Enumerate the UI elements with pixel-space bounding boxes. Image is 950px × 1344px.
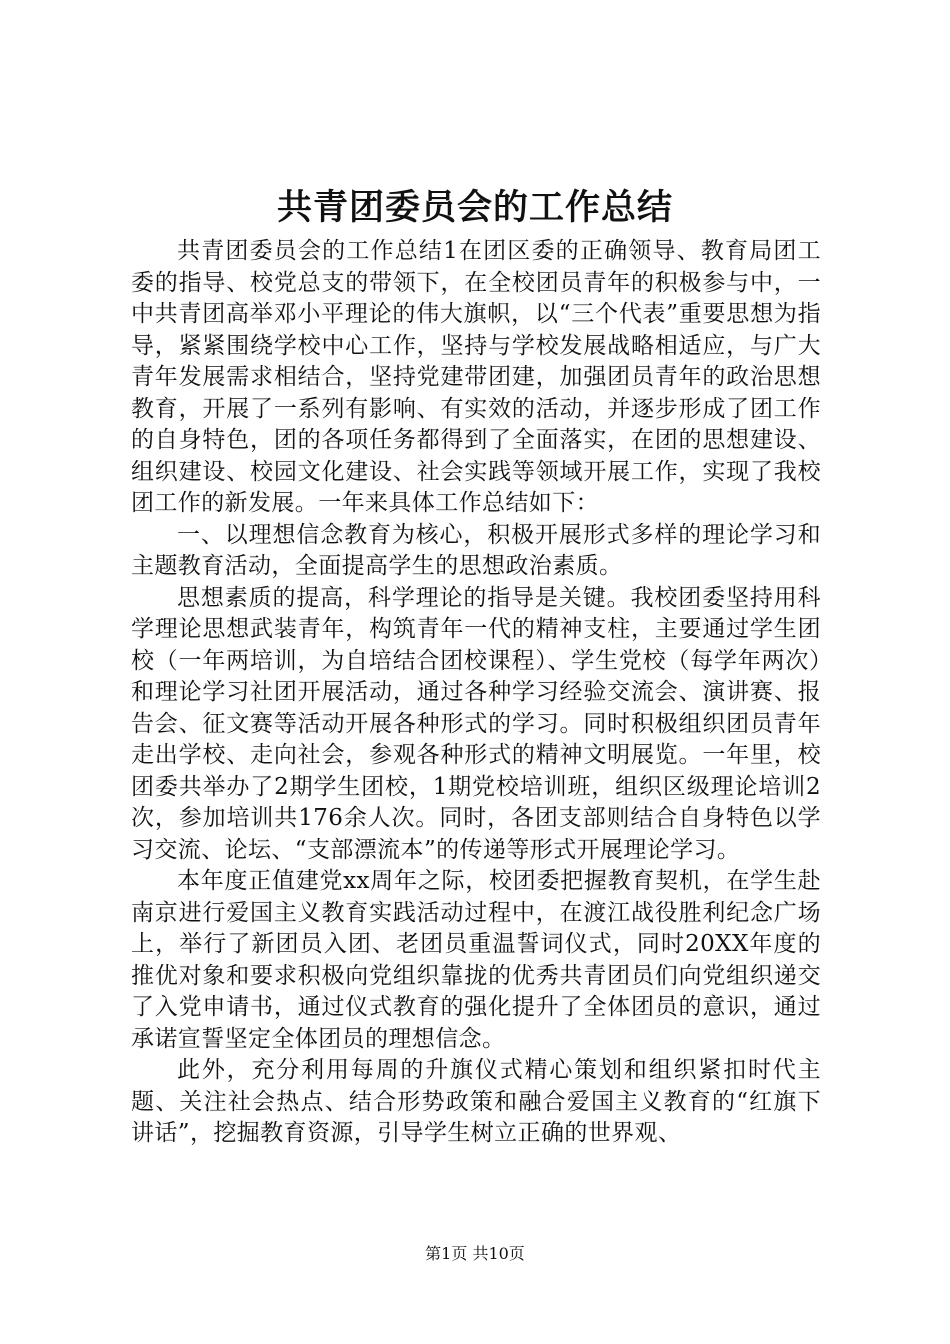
paragraph-flag-ceremony: 此外，充分利用每周的升旗仪式精心策划和组织紧扣时代主题、关注社会热点、结合形势政策和融合爱国主义教育的“红旗下讲话”，挖掘教育资源，引导学生树立正确的世界观、 <box>131 1057 821 1146</box>
paragraph-anniversary: 本年度正值建党xx周年之际，校团委把握教育契机，在学生赴南京进行爱国主义教育实践活动过程中，在渡江战役胜利纪念广场上，举行了新团员入团、老团员重温誓词仪式，同时20XX年度的推优对象和要求积极向党组织靠拢的优秀共青团员们向党组织递交了入党申请书，通过仪式教育的强化提升了全体团员的意识，通过承诺宣誓坚定全体团员的理想信念。 <box>131 868 821 1052</box>
document-body <box>131 236 821 1150</box>
page-title: 共青团委员会的工作总结 <box>276 187 673 228</box>
page-footer-indicator: 第1页 共10页 <box>425 1244 525 1263</box>
paragraph-intro: 共青团委员会的工作总结1在团区委的正确领导、教育局团工委的指导、校党总支的带领下，在全校团员青年的积极参与中，一中共青团高举邓小平理论的伟大旗帜，以“三个代表”重要思想为指导，紧紧围绕学校中心工作，坚持与学校发展战略相适应，与广大青年发展需求相结合，坚持党建带团建，加强团员青年的政治思想教育，开展了一系列有影响、有实效的活动，并逐步形成了团工作的自身特色，团的各项任务都得到了全面落实，在团的思想建设、组织建设、校园文化建设、社会实践等领域开展工作，实现了我校团工作的新发展。一年来具体工作总结如下： <box>131 238 821 516</box>
paragraph-section-heading: 一、以理想信念教育为核心，积极开展形式多样的理论学习和主题教育活动，全面提高学生的思想政治素质。 <box>131 521 821 579</box>
paragraph-theory-study: 思想素质的提高，科学理论的指导是关键。我校团委坚持用科学理论思想武装青年，构筑青年一代的精神支柱，主要通过学生团校（一年两培训，为自培结合团校课程）、学生党校（每学年两次）和理论学习社团开展活动，通过各种学习经验交流会、演讲赛、报告会、征文赛等活动开展各种形式的学习。同时积极组织团员青年走出学校、走向社会，参观各种形式的精神文明展览。一年里，校团委共举办了2期学生团校，1期党校培训班，组织区级理论培训2次，参加培训共176余人次。同时，各团支部则结合自身特色以学习交流、论坛、“支部漂流本”的传递等形式开展理论学习。 <box>131 584 821 863</box>
